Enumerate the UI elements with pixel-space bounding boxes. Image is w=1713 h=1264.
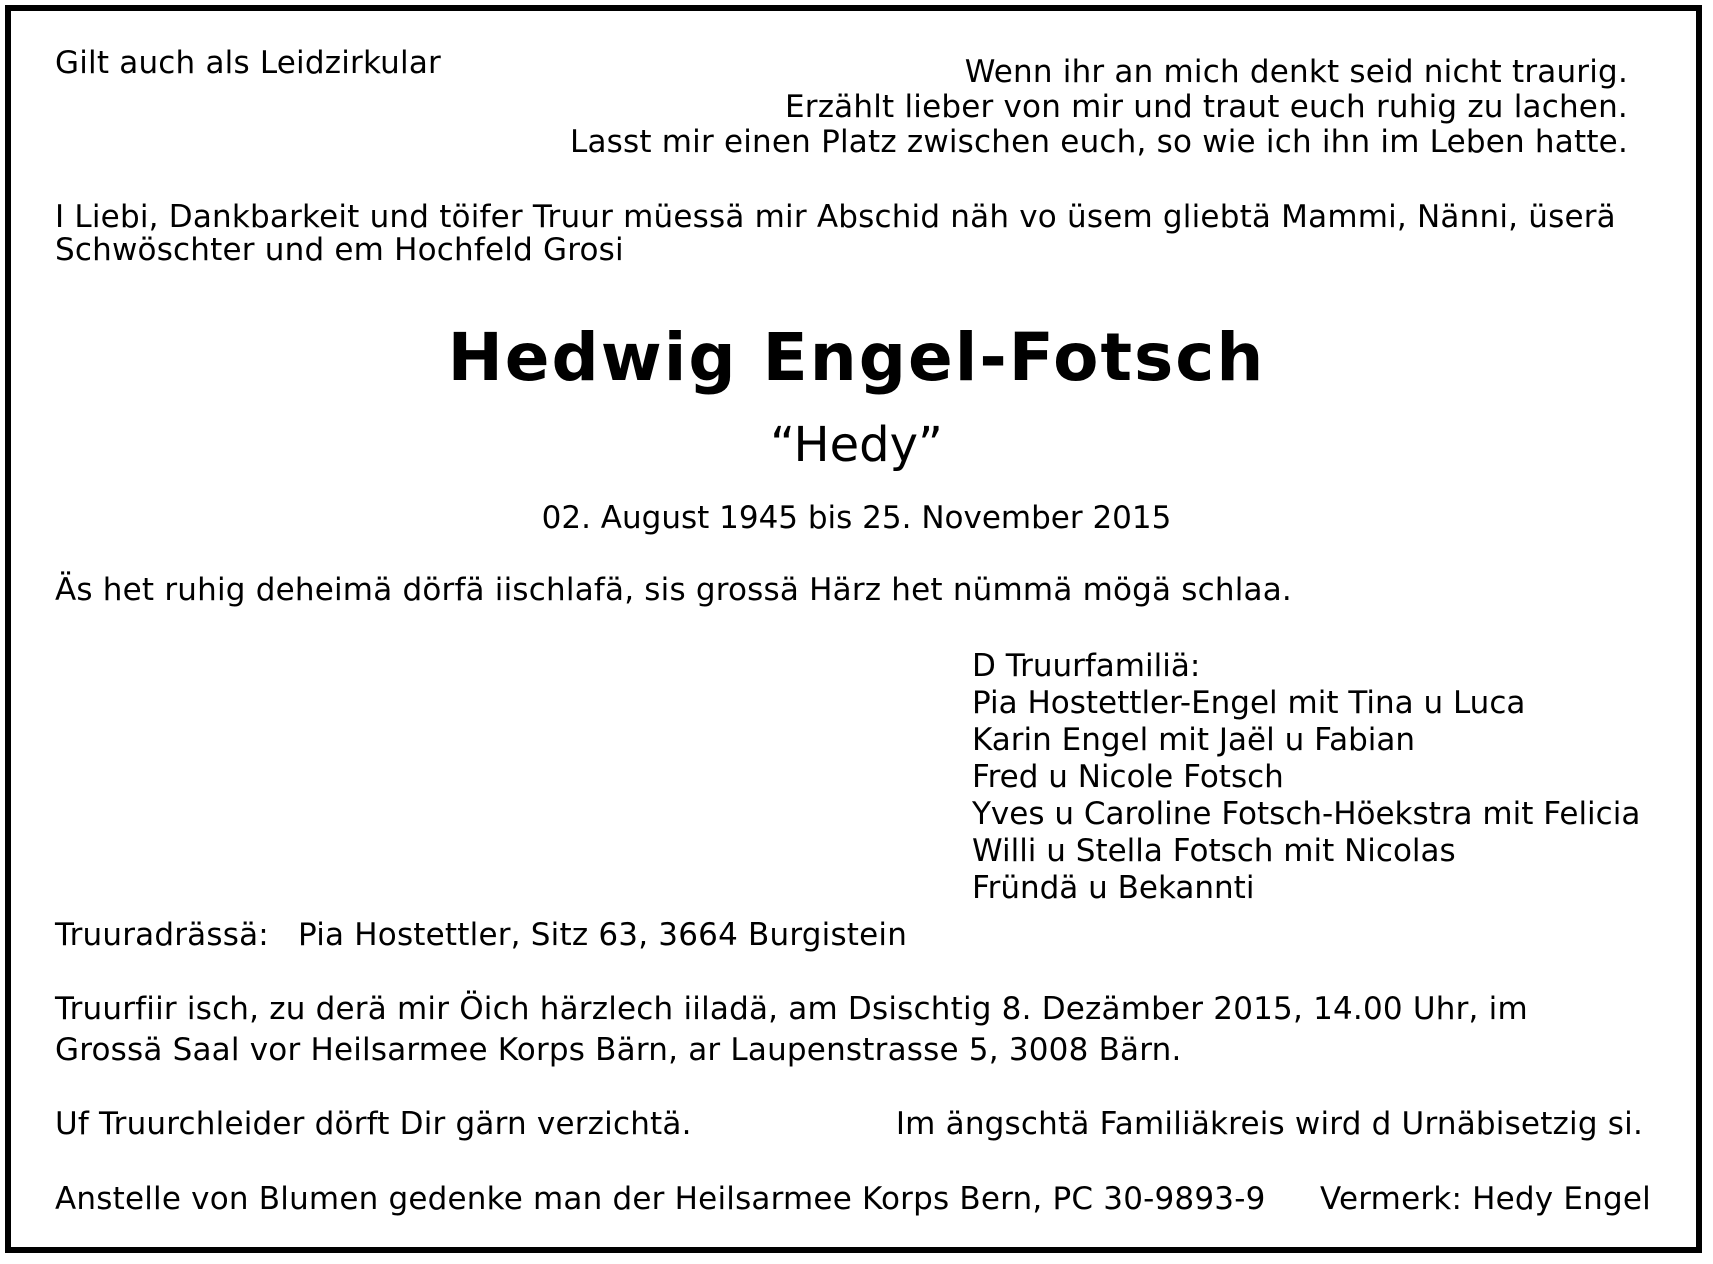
poem-line-1: Wenn ihr an mich denkt seid nicht traurig.	[964, 54, 1628, 90]
passing-statement: Äs het ruhig deheimä dörfä iischlafä, sis grossä Härz het nümmä mögä schlaa.	[55, 572, 1292, 608]
deceased-nickname: “Hedy”	[770, 417, 943, 473]
family-heading: D Truurfamiliä:	[972, 648, 1201, 684]
family-member: Yves u Caroline Fotsch-Höekstra mit Felicia	[972, 796, 1641, 832]
family-member: Fred u Nicole Fotsch	[972, 759, 1284, 795]
circular-note: Gilt auch als Leidzirkular	[55, 45, 441, 81]
donation-remark: Vermerk: Hedy Engel	[1320, 1181, 1651, 1217]
family-member: Karin Engel mit Jaël u Fabian	[972, 722, 1416, 758]
service-line-1: Truurfiir isch, zu derä mir Öich härzlech iiladä, am Dsischtig 8. Dezämber 2015, 14.00 Uhr, im	[55, 991, 1528, 1027]
clothing-note: Uf Truurchleider dörft Dir gärn verzichtä.	[55, 1106, 692, 1142]
donation-text: Anstelle von Blumen gedenke man der Heilsarmee Korps Bern, PC 30-9893-9	[55, 1181, 1266, 1217]
poem-line-3: Lasst mir einen Platz zwischen euch, so wie ich ihn im Leben hatte.	[569, 124, 1628, 160]
address-label: Truuradrässä:	[55, 917, 269, 953]
intro-line-2: Schwöschter und em Hochfeld Grosi	[55, 232, 624, 268]
deceased-name: Hedwig Engel-Fotsch	[447, 319, 1266, 396]
life-dates: 02. August 1945 bis 25. November 2015	[541, 500, 1172, 536]
service-line-2: Grossä Saal vor Heilsarmee Korps Bärn, ar Laupenstrasse 5, 3008 Bärn.	[55, 1032, 1182, 1068]
family-member: Pia Hostettler-Engel mit Tina u Luca	[972, 685, 1526, 721]
poem-line-2: Erzählt lieber von mir und traut euch ruhig zu lachen.	[784, 89, 1628, 125]
address-value: Pia Hostettler, Sitz 63, 3664 Burgistein	[298, 917, 908, 953]
urn-note: Im ängschtä Familiäkreis wird d Urnäbisetzig si.	[895, 1106, 1643, 1142]
intro-line-1: I Liebi, Dankbarkeit und töifer Truur müessä mir Abschid näh vo üsem gliebtä Mammi, Nänni, üserä	[55, 199, 1616, 235]
family-member: Willi u Stella Fotsch mit Nicolas	[972, 833, 1456, 869]
family-member: Fründä u Bekannti	[972, 870, 1255, 906]
